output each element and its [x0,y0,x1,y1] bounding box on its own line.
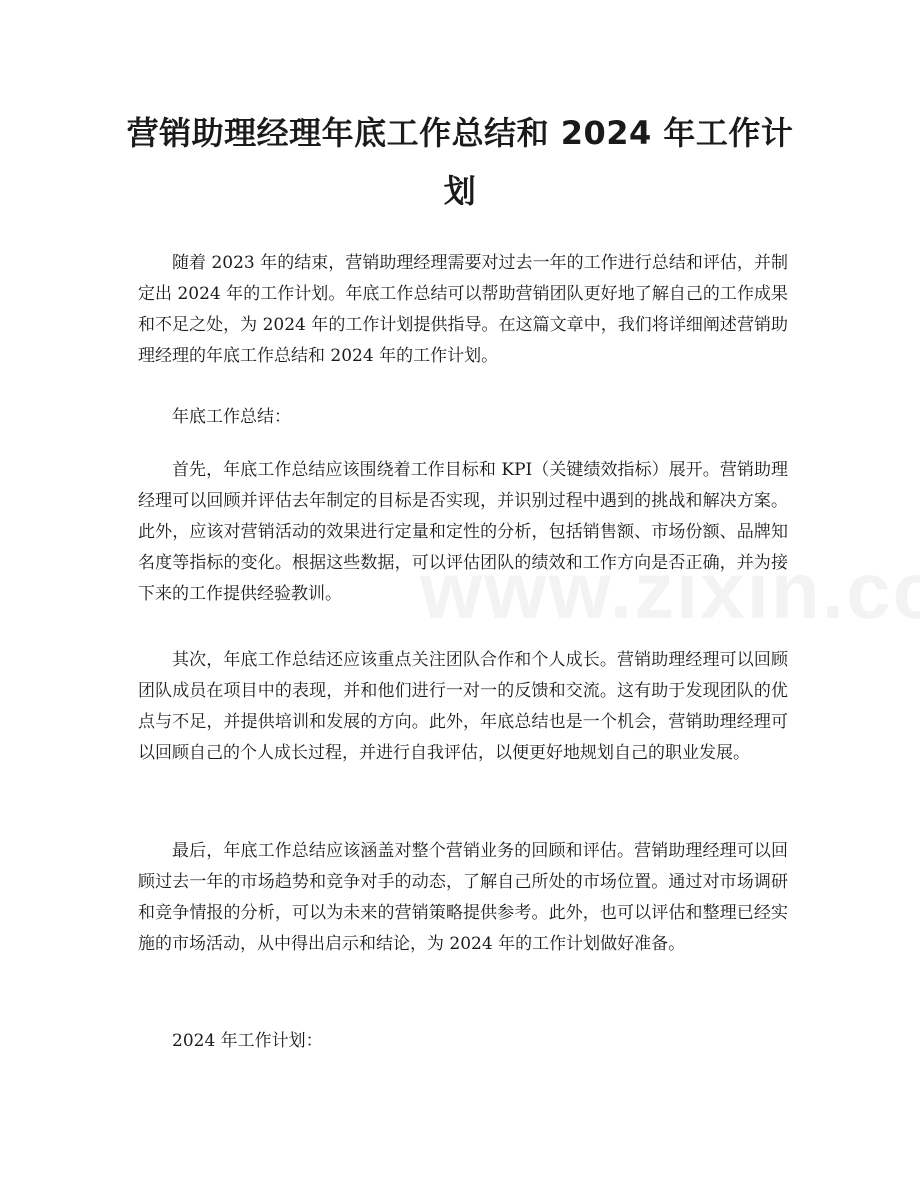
first-paragraph: 首先，年底工作总结应该围绕着工作目标和 KPI（关键绩效指标）展开。营销助理经理可以回顾并评估去年制定的目标是否实现，并识别过程中遇到的挑战和解决方案。此外，应该对营销活动的效果进行定量和定性的分析，包括销售额、市场份额、品牌知名度等指标的变化。根据这些数据，可以评估团队的绩效和工作方向是否正确，并为接下来的工作提供经验教训。 [138,460,788,604]
document-title: 营销助理经理年底工作总结和 2024 年工作计划 [126,114,794,210]
last-paragraph: 最后，年底工作总结应该涵盖对整个营销业务的回顾和评估。营销助理经理可以回顾过去一年的市场趋势和竞争对手的动态，了解自己所处的市场位置。通过对市场调研和竞争情报的分析，可以为未来的营销策略提供参考。此外，也可以评估和整理已经实施的市场活动，从中得出启示和结论，为 2024 年的工作计划做好准备。 [138,841,788,954]
intro-paragraph: 随着 2023 年的结束，营销助理经理需要对过去一年的工作进行总结和评估，并制定出 2024 年的工作计划。年底工作总结可以帮助营销团队更好地了解自己的工作成果和不足之处，为 2024 年的工作计划提供指导。在这篇文章中，我们将详细阐述营销助理经理的年底工作总结和 2024 年的工作计划。 [138,253,788,366]
summary-heading: 年底工作总结： [172,407,291,427]
plan-heading: 2024 年工作计划： [172,1031,323,1051]
second-paragraph: 其次，年底工作总结还应该重点关注团队合作和个人成长。营销助理经理可以回顾团队成员在项目中的表现，并和他们进行一对一的反馈和交流。这有助于发现团队的优点与不足，并提供培训和发展的方向。此外，年底总结也是一个机会，营销助理经理可以回顾自己的个人成长过程，并进行自我评估，以便更好地规划自己的职业发展。 [138,650,788,763]
